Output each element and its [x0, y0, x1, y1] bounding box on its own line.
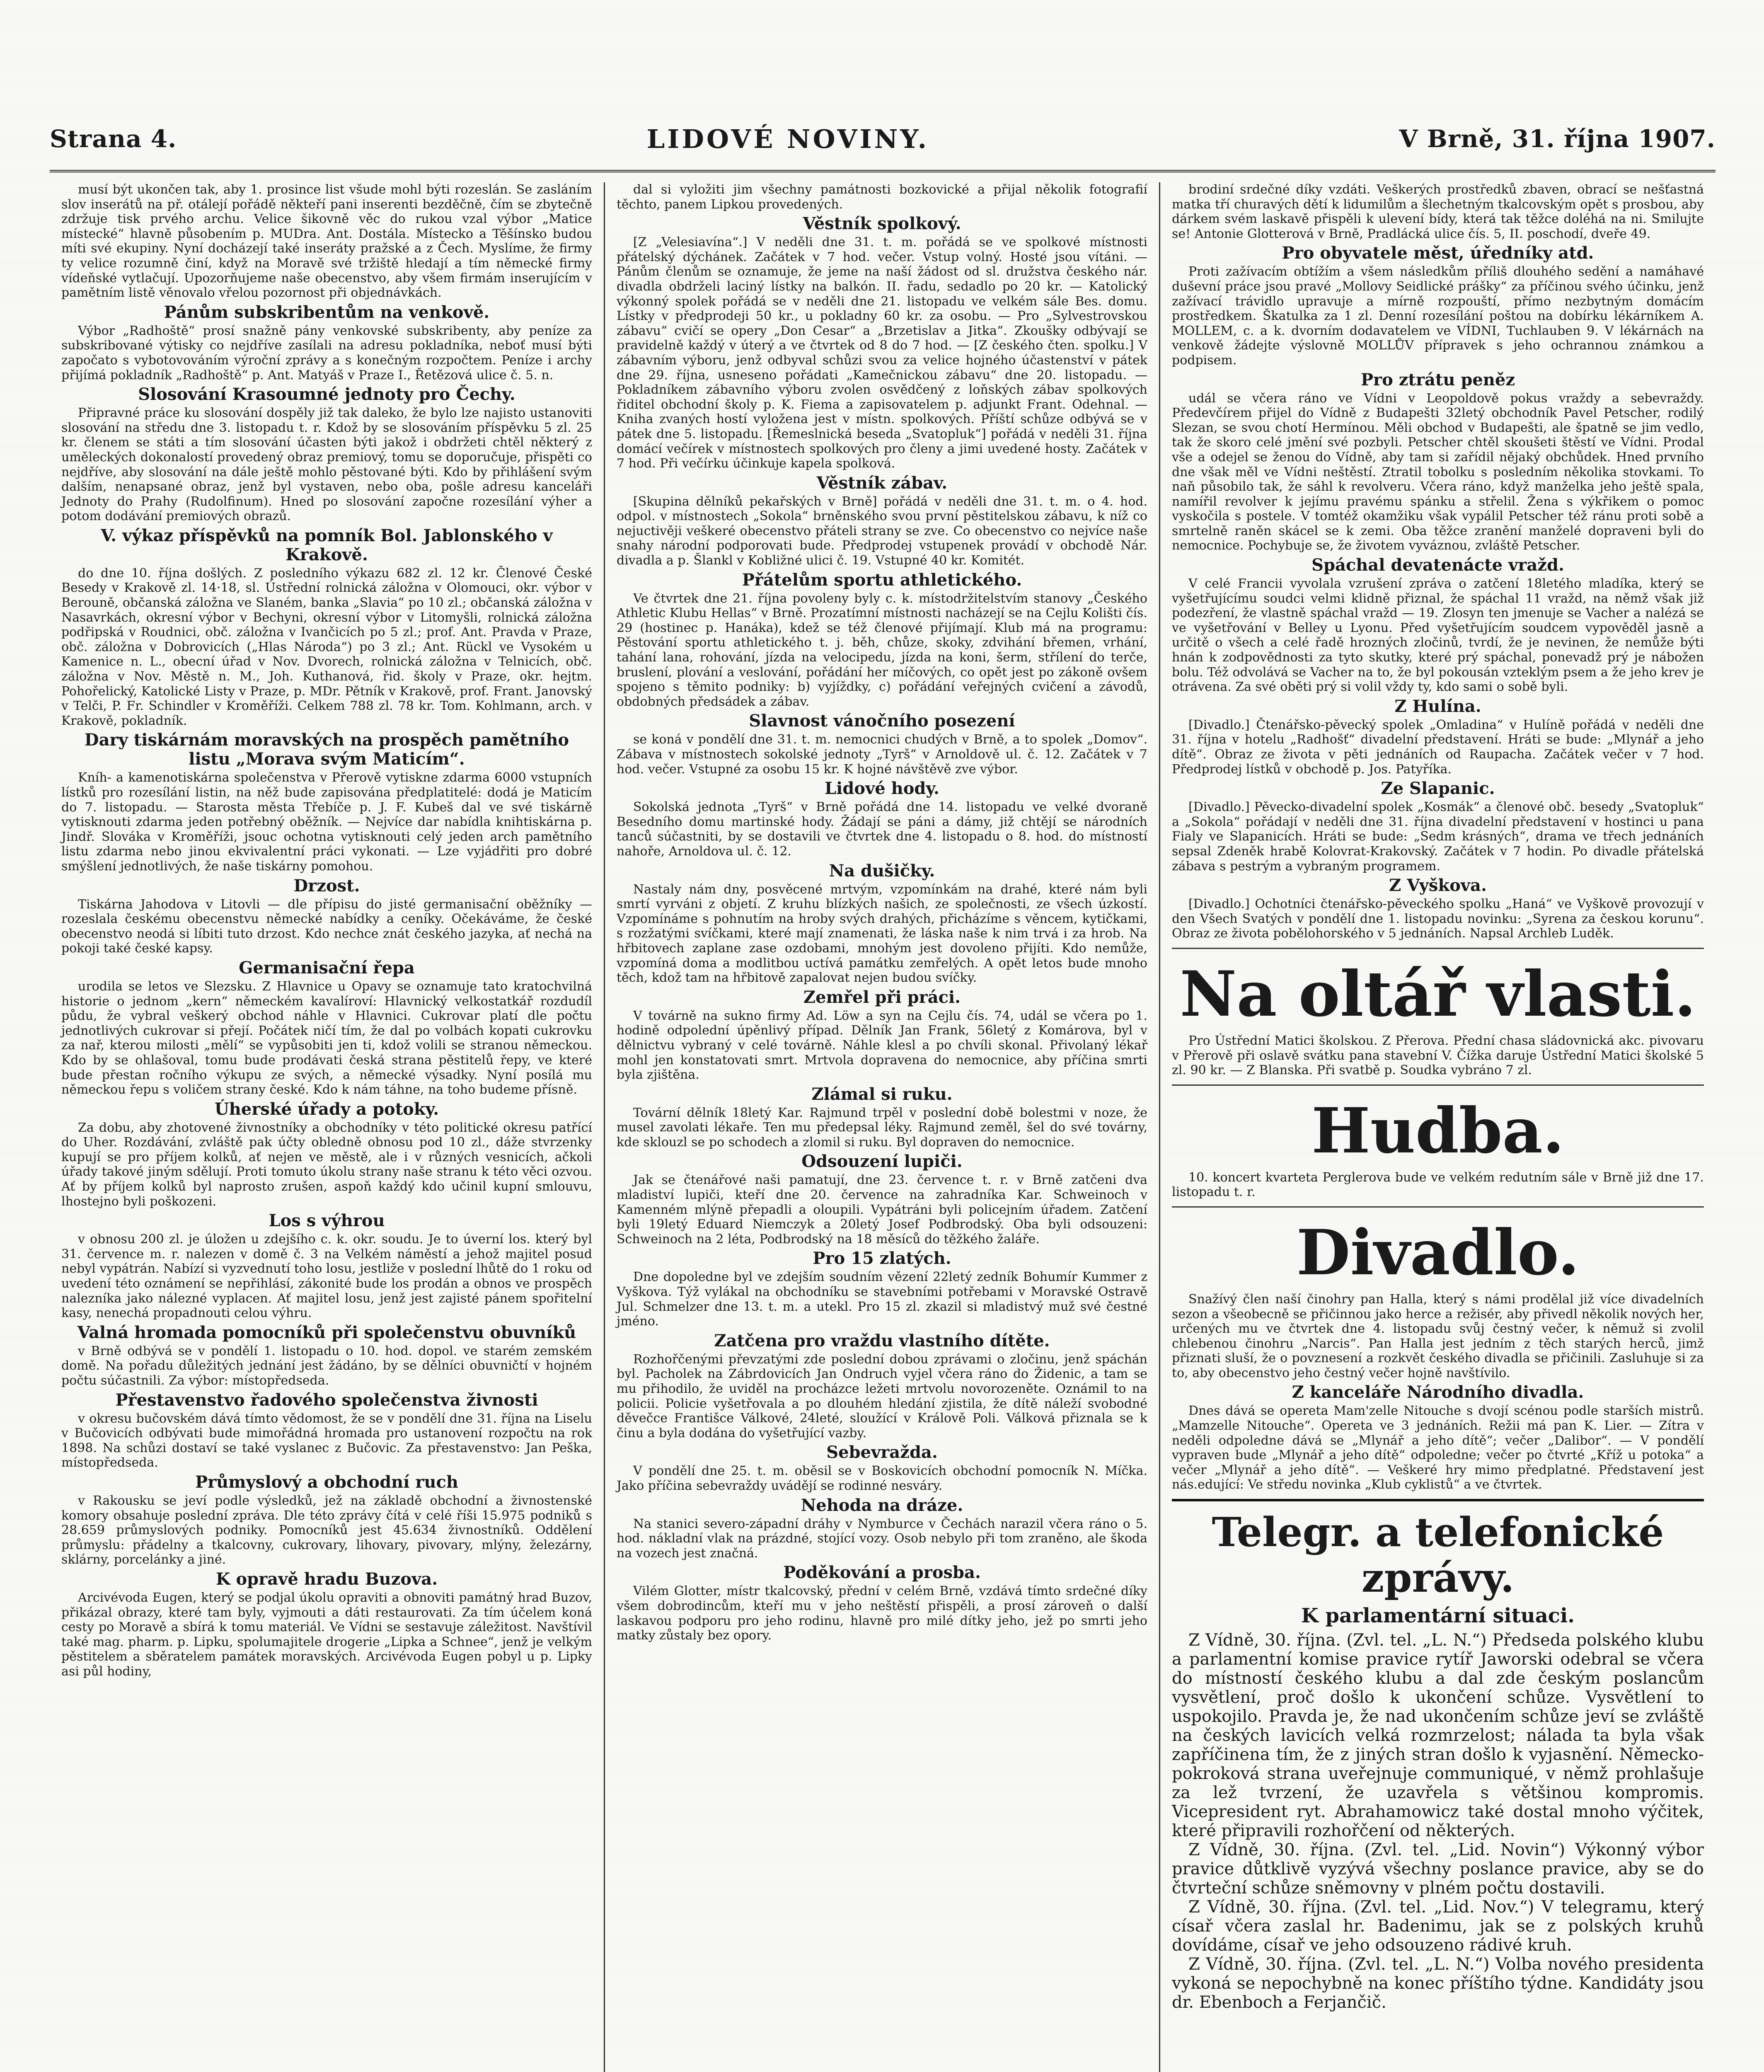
article-headline: Odsouzení lupiči. — [801, 1152, 963, 1172]
article-headline: Germanisační řepa — [239, 958, 415, 978]
article-headline: Zemřel při práci. — [803, 987, 961, 1007]
article-paragraph: v obnosu 200 zl. je úložen u zdejšího c. k. okr. soudu. Je to úverní los. který byl 31. července m. r. nalezen v domě č. 3 na Velkém náměstí a jehož majitel posud nebyl vypátrán. Nabízí si vyzvednutí toho losu, jestliže v poslední lhůtě do 1 roku od uvedení této oznámení se nepřihlásí, zákonité bude los prodán a obnos ve prospěch nalezníka jako nálezné vyplacen. Ať majitel losu, jenž jest zajisté pánem spořitelní kasy, nenechá propadnouti celou výhru. — [61, 1232, 592, 1321]
article-paragraph: musí být ukončen tak, aby 1. prosince list všude mohl býti rozeslán. Se zasláním slov inserátů na př. otálejí pořádě někteří pani inserenti bezděčně, čím se zbytečně zdržuje tisk prvého archu. Velice šikovně věc do rukou vzal výbor „Matice místecké“ hlavně působením p. MUDra. Ant. Dostála. Místecko a Těšínsko budou míti své ekupiny. Nyní docházejí také inseráty pražské a z Čech. Myslíme, že firmy ty velice rozumně činí, když na Moravě své tržiště hledají a tím německé firmy vídeňské vytlačují. Upozorňujeme naše obecenstvo, aby všem firmám inserujícím v pamětním listě věnovalo vřelou pozornost při objednávkách. — [61, 182, 592, 300]
article-paragraph: dal si vyložiti jim všechny památnosti bozkovické a přijal několik fotografií těchto, panem Lipkou provedených. — [617, 182, 1147, 212]
article-headline: Průmyslový a obchodní ruch — [195, 1472, 458, 1492]
article-paragraph: V celé Francii vyvolala vzrušení zpráva o zatčení 18letého mladíka, který se vyšetřujícímu soudci velmi klidně přiznal, že spáchal 11 vražd, na němž však již podezření, že vlastně spáchal vražd — 19. Zlosyn ten jmenuje se Vacher a nalézá se ve vyšetřování v Belley u Lyonu. Před vyšetřujícím soudcem vypověděl jasně a určitě o všech a celé řadě hrozných zločinů, tvrdí, že je nevinen, že nemůže býti hnán k zodpovědnosti za tyto skutky, které prý spáchal, ponevadž prý je nábožen bolu. Též odvolává se Vacher na to, že byl pokousán vzteklým psem a že jeho krev je otrávena. Za své oběti prý si volil vždy ty, kdo sami o sobě byli. — [1172, 576, 1704, 695]
article-headline: Dary tiskárnám moravských na prospěch pamětního listu „Morava svým Maticím“. — [84, 730, 569, 769]
article-headline: Zlámal si ruku. — [811, 1084, 953, 1104]
article-paragraph: Rozhořčenými převzatými zde poslední dobou zprávami o zločinu, jenž spáchán byl. Pacholek na Zábrdovicích Jan Ondruch vyjel včera ráno do Židenic, a tam se mu přihodilo, že uviděl na procházce ležeti mrtvolu novorozeněte. Oznámil to na policii. Policie vyšetřovala a po dlouhém hledání zjistila, že dítě náleží svobodné děvečce Františce Válkové, 24leté, sloužící v Králově Poli. Válková přiznala se k činu a byla dodána do vyšetřující vazby. — [617, 1352, 1147, 1440]
article-headline: Nehoda na dráze. — [801, 1495, 963, 1515]
article-paragraph: Jak se čtenářové naši pamatují, dne 23. července t. r. v Brně zatčeni dva mladiství lupiči, kteří dne 20. července na zahradníka Kar. Schweinoch v Kamenném mlýně přepadli a oloupili. Vypátráni byli policejním úřadem. Zatčení byli 19letý Eduard Niemczyk a 20letý Josef Podbrodský. Oba byli odsouzeni: Schweinoch na 2 léta, Podbrodský na 18 měsíců do těžkého žaláře. — [617, 1173, 1147, 1247]
article-headline: Úherské úřady a potoky. — [214, 1099, 439, 1119]
article-paragraph: [Z „Velesiavína“.] V neděli dne 31. t. m. pořádá se ve spolkové místnosti přátelský dýchánek. Začátek v 7 hod. večer. Vstup volný. Hosté jsou vítáni. — Pánům členům se oznamuje, že jeme na naší žádost od sl. družstva českého nár. divadla obdrželi laciný lístky na balkón. II. řadu, sedadlo po 20 kr. — Katolický výkonný spolek pořádá se v neděli dne 21. listopadu ve velkém sále Bes. domu. Lístky v předprodeji 50 kr., u pokladny 60 kr. za osobu. — Pro „Sylvestrovskou zábavu“ cvičí se opery „Don Cesar“ a „Brzetislav a Jitka“. Zkoušky odbývají se pravidelně každý v úterý a ve čtvrtek od 8 do 7 hod. — [Z českého čten. spolku.] V zábavním výboru, jenž odbyval schůzi svou za velice hojného účastenství v pátek dne 29. října, usneseno pořádati „Kamečnickou zábavu“ dne 20. listopadu. — Pokladníkem zábavního výboru zvolen osvědčený z loňských zábav spolkových řiditel obchodní školy p. K. Fiema a zapisovatelem p. adjunkt Frant. Odehnal. — Kniha zvaných hostí vyložena jest v místn. spolkových. Příští schůze odbývá se v pátek dne 5. listopadu. [Řemeslnická beseda „Svatopluk“] pořádá v neděli 31. října domácí večírek v místnostech spolkových pro členy a jimi uvedené hosty. Začátek v 7 hod. Při večírku účinkuje kapela spolková. — [617, 235, 1147, 471]
article-headline: Zatčena pro vraždu vlastního dítěte. — [714, 1331, 1050, 1351]
article-headline: Slosování Krasoumné jednoty pro Čechy. — [138, 385, 515, 404]
section-heading: Hudba. — [1312, 1094, 1564, 1167]
article-paragraph: V továrně na sukno firmy Ad. Löw a syn na Cejlu čís. 74, udál se včera po 1. hodině odpolední úpěnlivý případ. Dělník Jan Frank, 56letý z Komárova, byl v dělnictvu vybraný v celé továrně. Náhle klesl a po chvíli skonal. Přivolaný lékař mohl jen konstatovati smrt. Mrtvola dopravena do nemocnice, aby příčina smrti byla zjištěna. — [617, 1008, 1147, 1082]
article-paragraph: brodiní srdečné díky vzdáti. Veškerých prostředků zbaven, obrací se nešťastná matka tří churavých dětí k lidumilům a šlechetným tkalcovským opět s prosbou, aby dárkem svém laskavě přispěli k ulevení bídy, která tak těžce doléhá na ni. Smilujte se! Antonie Glotterová v Brně, Pradlácká ulice čís. 5, II. poschodí, dveře 49. — [1172, 182, 1704, 241]
article-paragraph: Sokolská jednota „Tyrš“ v Brně pořádá dne 14. listopadu ve velké dvoraně Besedního domu martinské hody. Žádají se páni a dámy, již chtějí se národních tanců súčastniti, by se dostavili ve čtvrtek dne 4. listopadu o 8. hod. do místností nahoře, Arnoldova ul. č. 12. — [617, 800, 1147, 859]
article-headline: Valná hromada pomocníků při společenstvu obuvníků — [77, 1322, 576, 1342]
columns — [50, 182, 1716, 2072]
article-paragraph: v Brně odbývá se v pondělí 1. listopadu o 10. hod. dopol. ve starém zemském domě. Na pořadu důležitých jednání jest žádáno, by se dělníci obuvničtí v hojném počtu súčastnili. Za výbor: místopředseda. — [61, 1343, 592, 1388]
article-paragraph: Proti zažívacím obtížím a všem následkům příliš dlouhého sedění a namáhavé duševní práce jsou pravé „Mollovy Seidlické prášky“ za příčinou svého účinku, jenž zažívací trávidlo upravuje a mírně rozpouští, přímo nezbytným domácím prostředkem. Škatulka za 1 zl. Denní rozesílání poštou na dobírku lékárníkem A. MOLLEM, c. a k. dvorním dodavatelem ve VÍDNI, Tuchlauben 9. V lékárnách na venkově žádejte výslovně MOLLŮV přípravek s jeho ochrannou známkou a podpisem. — [1172, 264, 1704, 368]
column-2 — [605, 182, 1160, 2072]
article-paragraph: do dne 10. října došlých. Z posledního výkazu 682 zl. 12 kr. Členové České Besedy v Krakově zl. 14·18, sl. Ústřední rolnická záložna v Olomouci, okr. výbor v Berouně, občanská záložna ve Slaném, banka „Slavia“ po 10 zl.; občanská záložna v Nasavrkách, okresní výbor v Bechyni, okresní výbor v Litomyšli, rolnická záložna podřipská v Roudnici, obč. záložna v Ivančicích po 5 zl.; prof. Ant. Pravda v Praze, obč. záložna v Dobrovicích („Hlas Národa“) po 3 zl.; Ant. Rückl ve Vysokém u Kamenice n. L., obecní úřad v Nov. Dvorech, rolnická záložna v Telnicích, obč. záložna v Nov. Městě n. M., Joh. Kuthanová, řid. školy v Praze, okr. hejtm. Pohořelický, Katolické Listy v Praze, p. MDr. Pětník v Krakově, prof. Frant. Janovský v Telči, P. Fr. Schindler v Kroměříži. Celkem 788 zl. 78 kr. Tom. Kohlmann, arch. v Krakově, pokladník. — [61, 566, 592, 728]
article-headline: Z Hulína. — [1394, 696, 1481, 716]
column-1 — [50, 182, 605, 2072]
article-paragraph: [Divadlo.] Pěvecko-divadelní spolek „Kosmák“ a členové obč. besedy „Svatopluk“ a „Sokola“ pořádají v neděli dne 31. října divadelní představení v hostinci u pana Fialy ve Slapanicích. Hráti se bude: „Sedm krásných“, drama ve třech jednáních sepsal Zdeněk hrabě Kolovrat-Krakovský. Začátek v 7 hodin. Po divadle přátelská zábava s pestrým a vybraným programem. — [1172, 800, 1704, 874]
article-paragraph: [Divadlo.] Ochotníci čtenářsko-pěveckého spolku „Haná“ ve Vyškově provozují v den Všech Svatých v pondělí dne 1. listopadu novinku: „Syrena za českou korunu“. Obraz ze života pobělohorského v 5 jednáních. Napsal Archleb Luděk. — [1172, 897, 1704, 941]
section-heading: Na oltář vlasti. — [1180, 957, 1696, 1031]
section-heading: Telegr. a telefonické zprávy. — [1212, 1509, 1664, 1602]
article-paragraph: Ve čtvrtek dne 21. října povoleny byly c. k. místodržitelstvím stanovy „Českého Athletic Klubu Hellas“ v Brně. Prozatímní místnosti nacházejí se na Cejlu Kolišti čís. 29 (hostinec p. Hanáka), kdež se též členové přijímají. Klub má na programu: Pěstování sportu athletického t. j. běh, chůze, skoky, zdvihání břemen, vrhání, tahání lana, rohování, jízda na velocipedu, jízda na koni, šerm, střílení do terče, bruslení, plování a veslování, pořádání her míčových, co opět jest po zákoně ovšem spojeno s těmito podniky: b) vyjíždky, c) pořádání veřejných cvičení a závodů, obdobných předsádek a zábav. — [617, 591, 1147, 709]
article-paragraph: Za dobu, aby zhotovené živnostníky a obchodníky v této politické okresu patřící do Uher. Rozdávání, zvláště pak účty obledně obnosu pod 10 zl., dáže stvrzenky kupují se pro příjem kolků, ať nejen ve městě, ale i v různých vesnicích, ačkoli úřady takové jiným sdělují. Proti tomuto úkolu strany naše stranu k této věci ozvou. Ať by příjem kolků byl naprosto zrušen, aspoň každý kdo učinil kupní smlouvu, lhostejno byli poškozeni. — [61, 1120, 592, 1209]
column-3 — [1160, 182, 1716, 2072]
article-headline: Sebevražda. — [826, 1443, 938, 1462]
article-headline: Věstník spolkový. — [803, 214, 961, 234]
article-paragraph: v Rakousku se jeví podle výsledků, jež na základě obchodní a živnostenské komory obsahuje poslední zpráva. Dle této zprávy čítá v celé říši 15.975 podniků s 28.659 průmyslových podniky. Pomocníků jest 45.634 živnostníků. Oddělení průmyslu: přádelny a tkalcovny, cukrovary, lihovary, pivovary, mlýny, železárny, sklárny, porcelánky a jiné. — [61, 1493, 592, 1567]
article-paragraph: 10. koncert kvarteta Perglerova bude ve velkém redutním sále v Brně již dne 17. listopadu t. r. — [1172, 1170, 1704, 1200]
article-paragraph: [Divadlo.] Čtenářsko-pěvecký spolek „Omladina“ v Hulíně pořádá v neděli dne 31. října v hotelu „Radhošť“ divadelní představení. Hráti se bude: „Mlynář a jeho dítě“. Obraz ze života v pěti jednáních od Raupacha. Začátek večer v 7 hod. Předprodej lístků v obchodě p. Jos. Patyříka. — [1172, 717, 1704, 777]
newspaper-title: LIDOVÉ NOVINY. — [646, 123, 929, 154]
article-headline: Drzost. — [293, 876, 360, 896]
article-paragraph: Dne dopoledne byl ve zdejším soudním vězení 22letý zedník Bohumír Kummer z Vyškova. Týž vylákal na obchodníku se stavebními potřebami v Moravské Ostravě Jul. Schmelzer dne 13. t. m. a utekl. Pro 15 zl. zkazil si mladistvý muž své čestné jméno. — [617, 1270, 1147, 1329]
article-paragraph: Snažívý člen naší činohry pan Halla, který s námi prodělal již více divadelních sezon a všeobecně se přičinnou jako herce a režisér, aby přivedl několik nových her, určených mu ve čtvrtek dne 4. listopadu svůj čestný večer, k němuž si zvolil chlebenou činohru „Narcis“. Pan Halla jest jedním z těch starých herců, jimž přiznati sluší, že o povznesení a rozkvět českého divadla se přičinili. Zasluhuje si za to, aby obecenstvo jeho čestný večer hojně navštívilo. — [1172, 1292, 1704, 1380]
article-paragraph: se koná v pondělí dne 31. t. m. nemocnici chudých v Brně, a to spolek „Domov“. Zábava v místnostech sokolské jednoty „Tyrš“ v Arnoldově ul. č. 12. Začátek v 7 hod. večer. Vstupné za osobu 15 kr. K hojné návštěvě zve výbor. — [617, 732, 1147, 777]
article-paragraph: Nastaly nám dny, posvěcené mrtvým, vzpomínkám na drahé, které nám byli smrtí vyrváni z objetí. Z kruhu blízkých našich, ze společnosti, ze všech úzkostí. Vzpomínáme s pohnutím na hroby svých drahých, přicházíme s věncem, kytičkami, s rozžatými svíčkami, které mají znamenati, že láska naše k nim trvá i za hrob. Na hřbitovech zaplane zase ozdobami, mnohým jest dovoleno přijíti. Kdo nemůže, vzpomíná doma a modlitbou uctívá památku zemřelých. A opět letos bude mnoho těch, kdož tam na hřbitově zapalovat nejen budou svíčky. — [617, 882, 1147, 985]
article-headline: Z kanceláře Národního divadla. — [1292, 1382, 1584, 1402]
article-headline: Los s výhrou — [269, 1211, 385, 1231]
page-number: Strana 4. — [50, 125, 177, 153]
article-paragraph: Výbor „Radhoště“ prosí snažně pány venkovské subskribenty, aby peníze za subskribované výtisky co nejdříve zasílali na adresu pokladníka, neboť musí býti započato s vybotovováním výroční zprávy a s konečným rozpočtem. Peníze i archy přijímá pokladník „Radhoště“ p. Ant. Matyáš v Praze I., Řetězová ulice č. 5. n. — [61, 323, 592, 382]
article-paragraph: v okresu bučovském dává tímto vědomost, že se v pondělí dne 31. října na Liselu v Bučovicích odbývati bude mimořádná hromada pro ustanovení rozpočtu na rok 1898. Na schůzi dostaví se také vyslanec z Bučovic. Za přestavenstvo: Jan Peška, místopředseda. — [61, 1411, 592, 1470]
article-paragraph: V pondělí dne 25. t. m. oběsil se v Boskovicích obchodní pomocník N. Míčka. Jako příčina sebevraždy uvádějí se rodinné nesváry. — [617, 1464, 1147, 1493]
section-subheading: K parlamentární situaci. — [1301, 1604, 1575, 1628]
article-paragraph: udál se včera ráno ve Vídni v Leopoldově pokus vraždy a sebevraždy. Předevčírem přijel do Vídně z Budapešti 32letý obchodník Pavel Petscher, rodilý Slezan, se svou chotí Hermínou. Měli obchod v Budapešti, ale špatně se jim vedlo, tak že skoro celé jmění své pozbyli. Petscher chtěl skoušeti štěstí ve Vídni. Prodal vše a odejel se ženou do Vídně, aby tam si zařídil nějaký obchůdek. Hned prvního dne však měl ve Vídni neštěstí. Ztratil tobolku s posledním několika stovkami. To naň působilo tak, že sáhl k revolveru. Včera ráno, když manželka jeho ještě spala, namířil revolver k jejímu pravému spánku a střelil. Žena s výkřikem o pomoc vyskočila s postele. V tomtéž okamžiku však vypálil Petscher též ránu proti sobě a smrtelně raněn skácel se k zemi. Oba těžce zranění manželé dopraveni byli do nemocnice. Pochybuje se, že životem vyváznou, zvláště Petscher. — [1172, 391, 1704, 553]
article-paragraph: [Skupina dělníků pekařských v Brně] pořádá v neděli dne 31. t. m. o 4. hod. odpol. v místnostech „Sokola“ brněnského svou první pěstitelskou zábavu, k níž co nejuctivěji veškeré obecenstvo přáteli strany se zve. Co obecenstvo co nejvíce naše snahy národní podporovati bude. Předprodej vstupenek provádí v obchodě Nár. divadla a p. Šlankl v Kobližné ulici č. 19. Vstupné 40 kr. Komitét. — [617, 494, 1147, 568]
section-heading: Divadlo. — [1296, 1216, 1580, 1289]
article-headline: Pro ztrátu peněz — [1360, 370, 1515, 390]
article-headline: Slavnost vánočního posezení — [749, 711, 1015, 731]
article-paragraph: Tovární dělník 18letý Kar. Rajmund trpěl v poslední době bolestmi v noze, že musel zavolati lékaře. Ten mu předepsal léky. Rajmund zeměl, šel do své továrny, kde sklouzl se po schodech a zlomil si ruku. Byl dopraven do nemocnice. — [617, 1105, 1147, 1150]
article-paragraph: urodila se letos ve Slezsku. Z Hlavnice u Opavy se oznamuje tato kratochvilná historie o jednom „kern“ německém kavalíroví: Hlavnický velkostatkář rozdudíl půdu, že vybral veškerý obchod náhle v Hlavnici. Cukrovar platí dle počtu jednotlivých cukrovar si přejí. Počátek ničí tím, že dal po volbách kopati cukrovku za nař, kterou milosti „mělí“ se vypůsobiti jen ti, kdož volili se stranou německou. Kdo by se ohlašoval, tomu bude prodávati česká strana pěstitelů řepy, ve které bude přestan ročního výkupu ze svých, a německé výsadky. Nyní posílá mu německou řepu s voličem strany české. Kdo k nám táhne, na toho budeme přísně. — [61, 979, 592, 1097]
article-headline: Přestavenstvo řadového společenstva živnosti — [115, 1390, 538, 1410]
article-headline: Z Vyškova. — [1389, 876, 1487, 896]
article-headline: Pro obyvatele měst, úředníky atd. — [1282, 243, 1594, 263]
article-headline: Pro 15 zlatých. — [813, 1249, 951, 1268]
article-paragraph: Vilém Glotter, místr tkalcovský, přední v celém Brně, vzdává tímto srdečné díky všem dobrodincům, kteří mu v jeho neštěstí přispěli, a prosí zároveň o další laskavou podporu pro jeho rodinu, hlavně pro milé dítky jeho, jež po smrti jeho matky zůstaly bez opory. — [617, 1584, 1147, 1643]
article-paragraph: Pro Ústřední Matici školskou. Z Přerova. Přední chasa sládovnická akc. pivovaru v Přerově při oslavě svátku pana stavební V. Čížka daruje Ústřední Matici školské 5 zl. 90 kr. — Z Blanska. Při svatbě p. Soudka vybráno 7 zl. — [1172, 1033, 1704, 1078]
article-headline: V. výkaz příspěvků na pomník Bol. Jablonského v Krakově. — [101, 525, 553, 564]
masthead — [50, 108, 1716, 172]
telegram-paragraph: Z Vídně, 30. října. (Zvl. tel. „L. N.“) Předseda polského klubu a parlamentní komise pravice rytíř Jaworski odebral se včera do místností českého klubu a dal zde českým poslancům vysvětlení, proč došlo k ukončení schůze. Vysvětlení to uspokojilo. Pravda je, že nad ukončením schůze jeví se zvláště na českých lavicích velká rozmrzelost; nálada ta byla však zapříčinena tím, že z jiných stran došlo k vyjasnění. Německo-pokroková strana uveřejnuje communiqué, v němž prohlašuje za lež tvrzení, že uzavřela s většinou kompromis. Vicepresident ryt. Abrahamowicz také dostal mnoho výčitek, které připravili rozhořčení od některých. — [1172, 1631, 1704, 1841]
article-headline: Věstník zábav. — [816, 473, 948, 493]
article-headline: Lidové hody. — [825, 779, 939, 799]
article-headline: Poděkování a prosba. — [783, 1563, 981, 1583]
article-paragraph: Tiskárna Jahodova v Litovli — dle přípisu do jisté germanisační oběžníky — rozeslala českému obecenstvu německé nabídky a ceníky. Očekáváme, že české obecenstvo neodá si líbiti tuto drzost. Kdo nechce znát českého jazyka, ať nechá na pokoji také české kapsy. — [61, 897, 592, 956]
article-headline: K opravě hradu Buzova. — [215, 1569, 438, 1589]
column-rule — [1172, 1206, 1704, 1208]
issue-date: V Brně, 31. října 1907. — [1399, 125, 1716, 153]
article-headline: Ze Slapanic. — [1381, 779, 1495, 799]
column-rule — [1172, 1084, 1704, 1086]
article-paragraph: Na stanici severo-západní dráhy v Nymburce v Čechách narazil včera ráno o 5. hod. nákladní vlak na prázdné, stojící vozy. Osob nebylo při tom zraněno, ale škoda na vozech jest značná. — [617, 1516, 1147, 1561]
column-rule — [1172, 948, 1704, 949]
telegram-paragraph: Z Vídně, 30. října. (Zvl. tel. „Lid. Novin“) Výkonný výbor pravice důtklivě vyzývá všechny poslance pravice, aby se do čtvrteční schůze sněmovny v plném počtu dostavili. — [1172, 1840, 1704, 1898]
article-paragraph: Dnes dává se opereta Mam'zelle Nitouche s dvojí scénou podle starších mistrů. „Mamzelle Nitouche“. Opereta ve 3 jednáních. Režii má pan K. Lier. — Zítra v neděli odpoledne dává se „Mlynář a jeho dítě“; večer „Dalibor“. — V pondělí vypraven bude „Mlynář a jeho dítě“ odpoledne; večer po čtvrté „Kříž u potoka“ a večer „Mlynář a jeho dítě“. — Veškeré hry mimo předplatné. Představení jest nás.edující: Ve středu novinka „Klub cyklistů“ a ve čtvrtek. — [1172, 1404, 1704, 1492]
article-paragraph: Arcivévoda Eugen, který se podjal úkolu opraviti a obnoviti památný hrad Buzov, přikázal obrazy, které tam byly, vyjmouti a dáti restaurovati. Za tím účelem koná cesty po Moravě a sbírá k tomu materiál. Ve Vídni se sestavuje záležitost. Navštívil také mag. pharm. p. Lipku, spolumajitele drogerie „Lipka a Schnee“, jenž je velkým pěstitelem a sběratelem památek moravských. Arcivévoda Eugen pobyl u p. Lipky asi půl hodiny, — [61, 1590, 592, 1679]
article-headline: Pánům subskribentům na venkově. — [164, 302, 490, 322]
article-headline: Přátelům sportu athletického. — [742, 570, 1022, 590]
telegram-paragraph: Z Vídně, 30. října. (Zvl. tel. „L. N.“) Volba nového presidenta vykoná se nepochybně na konec příštího týdne. Kandidáty jsou dr. Ebenboch a Ferjančič. — [1172, 1955, 1704, 2012]
telegram-paragraph: Z Vídně, 30. října. (Zvl. tel. „Lid. Nov.“) V telegramu, který císař včera zaslal hr. Badenimu, jak se z polských kruhů dovídáme, císař ve jeho odsouzeno rádivé kruh. — [1172, 1898, 1704, 1955]
article-paragraph: Připravné práce ku slosování dospěly již tak daleko, že bylo lze najisto ustanoviti slosování na středu dne 3. listopadu t. r. Kdož by se slosováním příspěvku 5 zl. 25 kr. členem se státi a tím slosování účasten býti jakož i obdržeti chtěl některý z uměleckých dokonalostí provedený obraz premiový, tomu se doporučuje, přispěti co nejdříve, aby slosování na dále ještě mohlo pěstované býti. Kdo by přihlášení svým dalším, nenapsané obraz, jenž byl vystaven, nebo oba, pošle adresu kanceláři Jednoty do Prahy (Rudolfinum). Hned po slosování započne rozesílání výher a potom dodávání premiových obrazů. — [61, 406, 592, 524]
article-headline: Spáchal devatenácte vražd. — [1312, 555, 1564, 575]
article-paragraph: Kníh- a kamenotiskárna společenstva v Přerově vytiskne zdarma 6000 vstupních lístků pro rozesílání listin, na něž bude zapisována předplatitelé: dodá je Maticím do 7. listopadu. — Starosta města Třebíče p. J. F. Kubeš dal ve své tiskárně vytisknouti zdarma jeden potřebný oběžník. — Nejvíce dar nabídla knihtiskárna p. Jindř. Slováka v Kroměříži, jsouc ochotna vytisknouti celý jeden arch pamětního listu zdarma nebo jinou ekvivalentní práci vykonati. — Lze vyjádřiti pro dobré smýšlení jednotlivých, že naše tiskárny pomohou. — [61, 770, 592, 874]
article-headline: Na dušičky. — [829, 861, 935, 881]
column-rule — [1172, 1499, 1704, 1501]
